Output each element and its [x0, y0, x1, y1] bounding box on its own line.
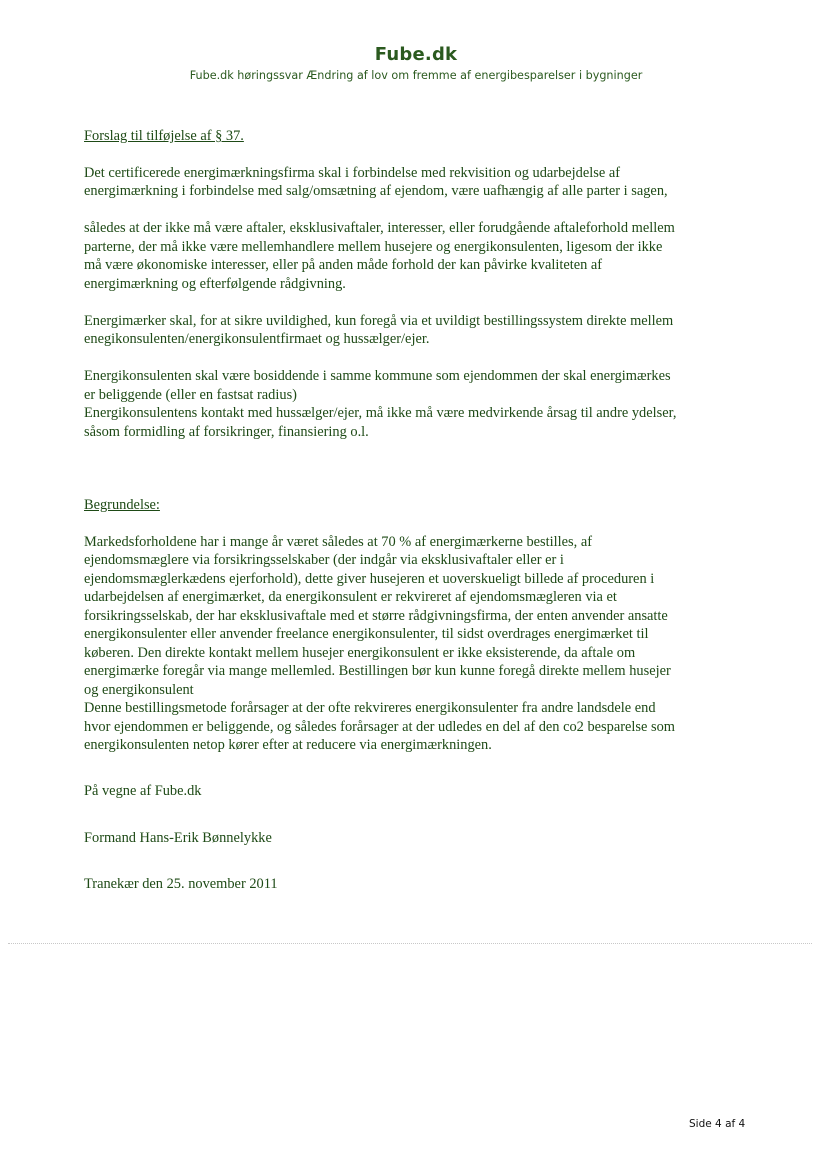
header-title: Fube.dk	[374, 44, 458, 65]
text-line: er beliggende (eller en fastsat radius)	[84, 386, 297, 403]
text-line: energimærkning i forbindelse med salg/omsætning af ejendom, være uafhængig af alle parter i sagen,	[84, 183, 668, 199]
text-line: energimærke foregår via mange mellemled. Bestillingen bør kun kunne foregå direkte mellem husejer	[84, 663, 671, 679]
text-line: hvor ejendommen er beliggende, og således forårsager at der udledes en del af den co2 besparelse som	[84, 718, 675, 735]
text-line: energimærkning og efterfølgende rådgivning.	[84, 275, 346, 292]
reasoning-heading: Begrundelse:	[84, 497, 160, 513]
place-date: Tranekær den 25. november 2011	[84, 875, 278, 892]
signatory-name: Formand Hans-Erik Bønnelykke	[84, 830, 272, 846]
text-line: ejendomsmæglere via forsikringsselskaber (der indgår via eksklusivaftaler eller er i	[84, 552, 564, 568]
text-line: forsikringsselskab, der har eksklusivaftale med et større rådgivningsfirma, der enten anvender ansatte	[84, 607, 668, 624]
text-line: må være økonomiske interesser, eller på anden måde forhold der kan påvirke kvaliteten af	[84, 257, 603, 273]
proposal-paragraph-2	[84, 219, 784, 293]
page-number: Side 4 af 4	[689, 1118, 746, 1130]
text-line: enegikonsulenten/energikonsulentfirmaet og hussælger/ejer.	[84, 331, 430, 347]
header-subtitle: Fube.dk høringssvar Ændring af lov om fremme af energibesparelser i bygninger	[189, 69, 643, 82]
document-body	[84, 127, 784, 893]
text-line: Markedsforholdene har i mange år været således at 70 % af energimærkerne bestilles, af	[84, 533, 593, 550]
text-line: Energimærker skal, for at sikre uvildighed, kun foregå via et uvildigt bestillingssystem direkte mellem	[84, 312, 674, 329]
reasoning-paragraph	[84, 533, 784, 755]
text-line: Denne bestillingsmetode forårsager at der ofte rekvireres energikonsulenter fra andre landsdele end	[84, 700, 656, 716]
text-line: energikonsulenten netop kører efter at reducere via energimærkningen.	[84, 737, 492, 753]
on-behalf-line: På vegne af Fube.dk	[84, 782, 202, 799]
text-line: ejendomsmæglerkædens ejerforhold), dette giver husejeren et uoverskueligt billede af proceduren i	[84, 570, 655, 587]
page-divider	[8, 943, 812, 944]
text-line: udarbejdelsen af energimærket, da energikonsulent er rekvireret af ejendomsmægleren via et	[84, 589, 617, 605]
text-line: Energikonsulentens kontakt med hussælger/ejer, må ikke må være medvirkende årsag til andre ydelser,	[84, 405, 677, 421]
text-line: Det certificerede energimærkningsfirma skal i forbindelse med rekvisition og udarbejdelse af	[84, 164, 621, 181]
proposal-paragraph-4	[84, 367, 784, 441]
text-line: køberen. Den direkte kontakt mellem husejer energikonsulent er ikke eksisterende, da aftale om	[84, 644, 636, 661]
text-line: energikonsulenter eller anvender freelance energikonsulenter, til sidst overdrages energimærket til	[84, 626, 649, 642]
proposal-heading: Forslag til tilføjelse af § 37.	[84, 128, 244, 144]
text-line: og energikonsulent	[84, 681, 194, 698]
text-line: således at der ikke må være aftaler, eksklusivaftaler, interesser, eller forudgående aftaleforhold mellem	[84, 220, 675, 236]
proposal-paragraph-1	[84, 164, 784, 201]
proposal-paragraph-3	[84, 312, 784, 349]
text-line: Energikonsulenten skal være bosiddende i samme kommune som ejendommen der skal energimærkes	[84, 368, 671, 384]
text-line: parterne, der må ikke være mellemhandlere mellem husejere og energikonsulenten, ligesom der ikke	[84, 238, 663, 255]
text-line: såsom formidling af forsikringer, finansiering o.l.	[84, 423, 369, 440]
